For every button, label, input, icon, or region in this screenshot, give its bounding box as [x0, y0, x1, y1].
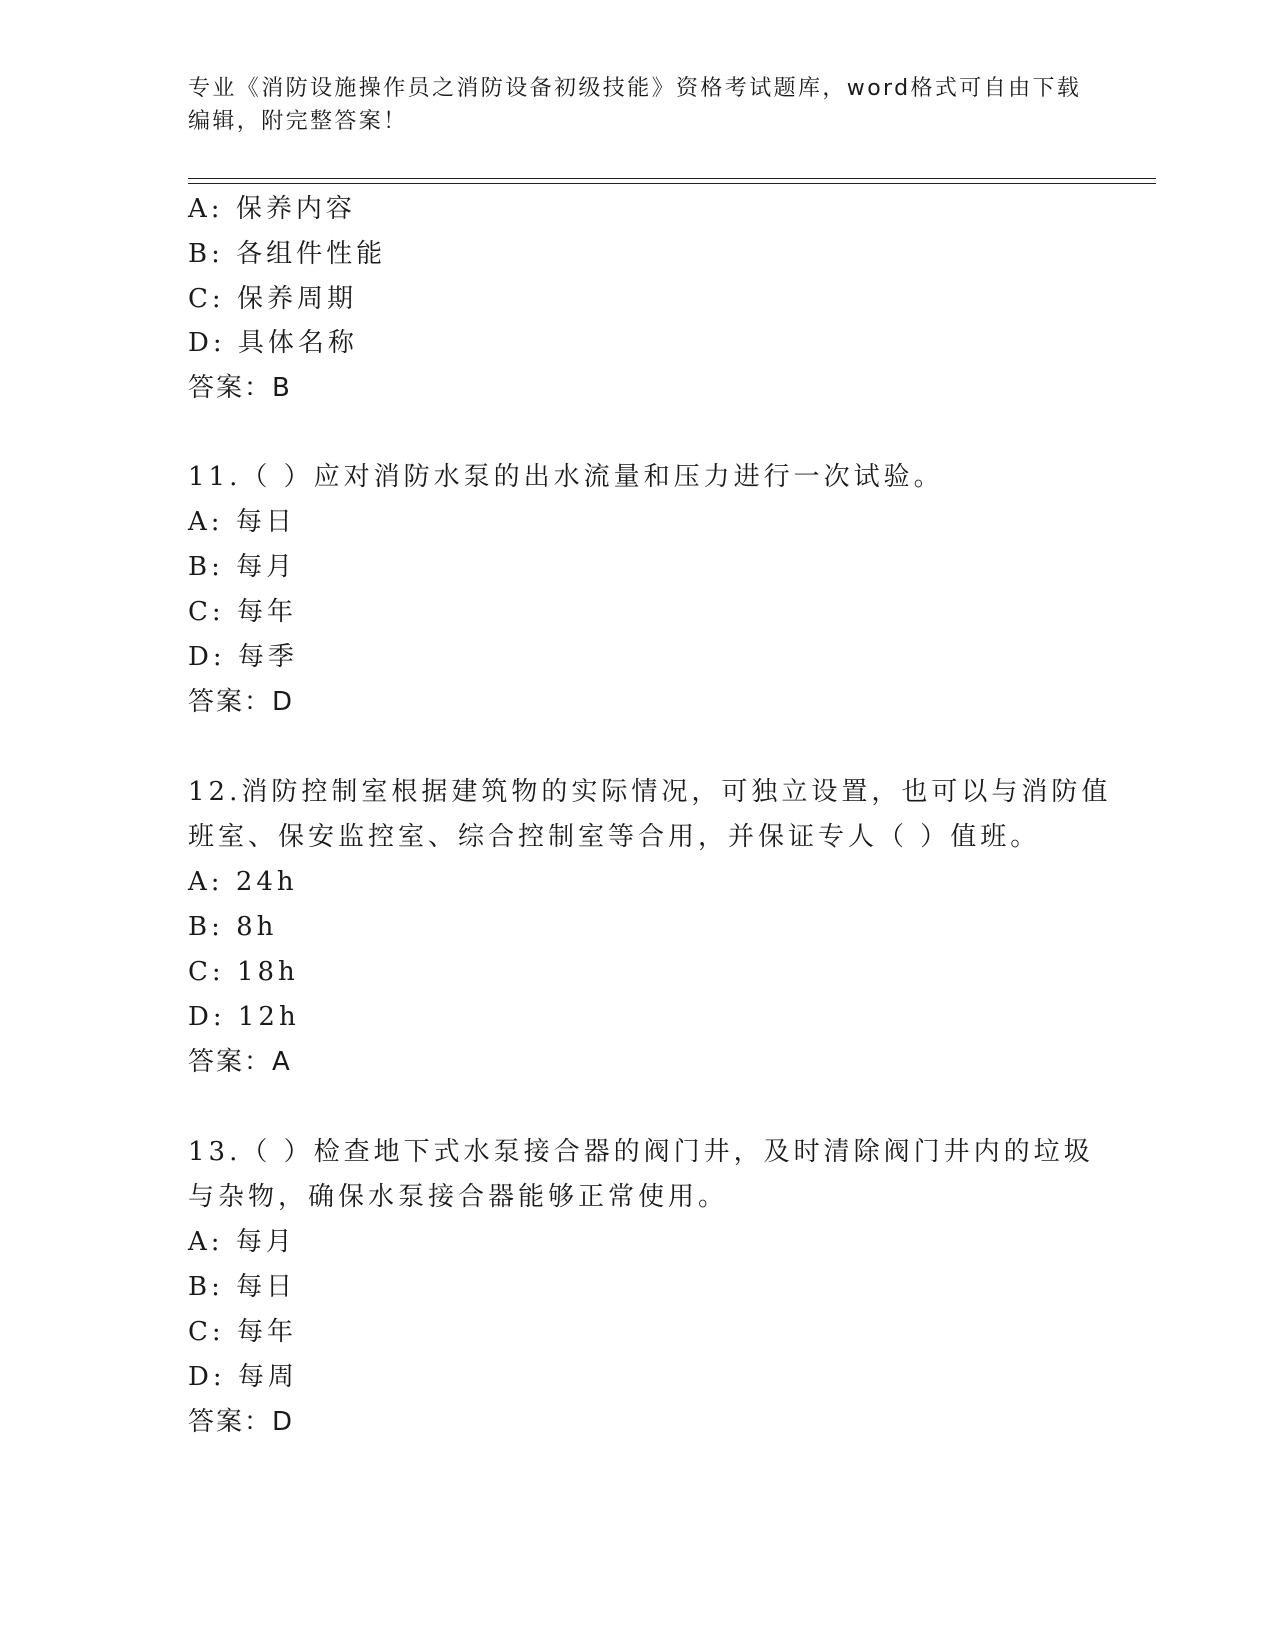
option-a: A: 每月 [188, 1227, 296, 1257]
header-divider-top [188, 178, 1156, 179]
answer-line: 答案：A [188, 1047, 292, 1077]
option-b: B: 8h [188, 912, 278, 942]
option-c: C: 18h [188, 957, 299, 987]
answer-line: 答案：B [188, 373, 292, 403]
question-stem-continued: 班室、保安监控室、综合控制室等合用，并保证专人（ ）值班。 [188, 822, 1041, 852]
option-d: D: 具体名称 [188, 328, 358, 358]
option-d: D: 每季 [188, 642, 298, 672]
option-b: B: 每日 [188, 1272, 297, 1302]
option-a: A: 保养内容 [188, 194, 356, 224]
question-stem-continued: 与杂物，确保水泵接合器能够正常使用。 [188, 1182, 729, 1212]
option-c: C: 每年 [188, 597, 297, 627]
option-d: D: 12h [188, 1002, 300, 1032]
option-c: C: 保养周期 [188, 284, 357, 314]
option-b: B: 每月 [188, 552, 297, 582]
header-divider-bottom [188, 183, 1156, 184]
answer-line: 答案：D [188, 1407, 295, 1437]
document-header: 专业《消防设施操作员之消防设备初级技能》资格考试题库，word格式可自由下载编辑，附完整答案！ [188, 76, 1082, 134]
question-stem: 12.消防控制室根据建筑物的实际情况，可独立设置，也可以与消防值 [188, 777, 1112, 807]
option-c: C: 每年 [188, 1317, 297, 1347]
answer-line: 答案：D [188, 687, 295, 717]
option-d: D: 每周 [188, 1362, 298, 1392]
option-b: B: 各组件性能 [188, 239, 387, 269]
question-stem: 11.（ ）应对消防水泵的出水流量和压力进行一次试验。 [188, 462, 944, 492]
question-stem: 13.（ ）检查地下式水泵接合器的阀门井，及时清除阀门井内的垃圾 [188, 1137, 1094, 1167]
option-a: A: 24h [188, 867, 298, 897]
option-a: A: 每日 [188, 507, 296, 537]
